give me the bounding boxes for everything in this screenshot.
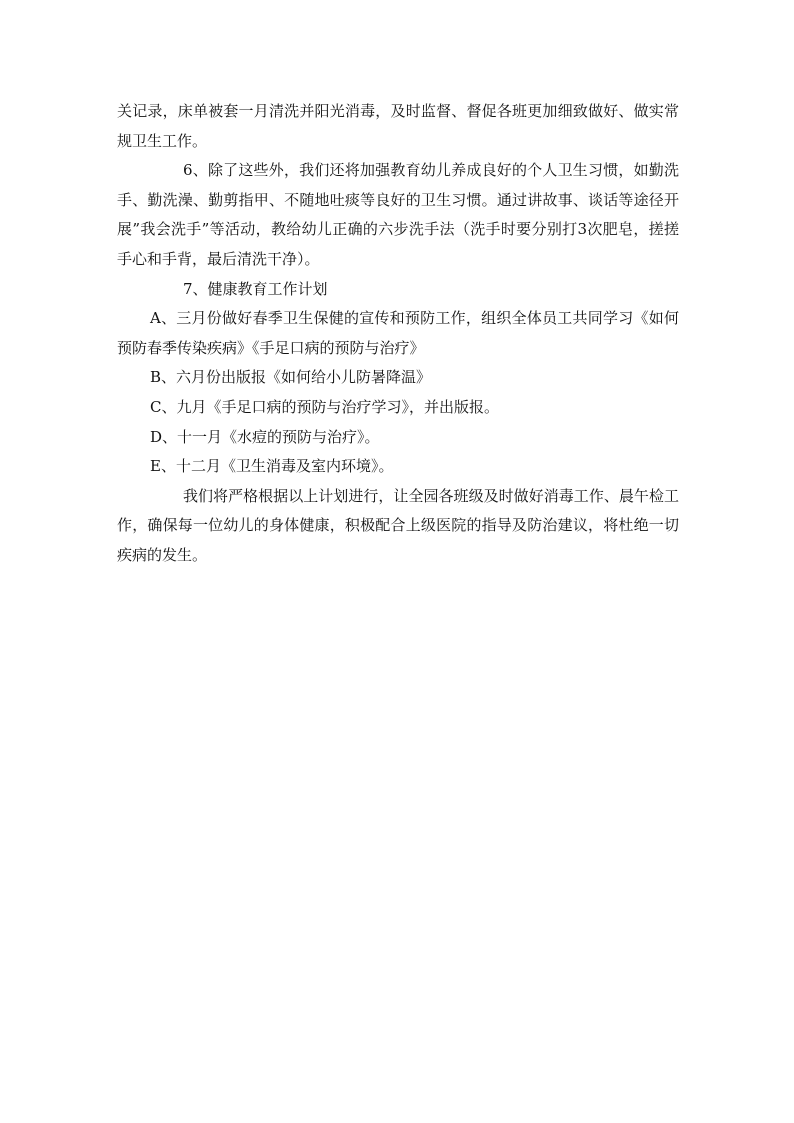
paragraph-conclusion: 我们将严格根据以上计划进行，让全园各班级及时做好消毒工作、晨午检工作，确保每一位幼儿的身体健康，积极配合上级医院的指导及防治建议，将杜绝一切疾病的发生。: [117, 486, 679, 564]
plan-item-c: C、九月《手足口病的预防与治疗学习》，并出版报。: [150, 397, 499, 416]
plan-item-e: E、十二月《卫生消毒及室内环境》。: [150, 457, 394, 476]
paragraph-item-7-heading: 7、健康教育工作计划: [183, 279, 328, 298]
paragraph-hygiene-records: 关记录，床单被套一月清洗并阳光消毒，及时监督、督促各班更加细致做好、做实常规卫生工作。: [117, 102, 679, 150]
plan-item-a: A、三月份做好春季卫生保健的宣传和预防工作，组织全体员工共同学习《如何预防春季传染疾病》《手足口病的预防与治疗》: [117, 309, 679, 357]
plan-item-b: B、六月份出版报《如何给小儿防暑降温》: [150, 368, 432, 387]
paragraph-item-6: 6、除了这些外，我们还将加强教育幼儿养成良好的个人卫生习惯，如勤洗手、勤洗澡、勤剪指甲、不随地吐痰等良好的卫生习惯。通过讲故事、谈话等途径开展”我会洗手”等活动，教给幼儿正确的六步洗手法（洗手时要分别打3次肥皂，搓搓手心和手背，最后清洗干净）。: [117, 161, 679, 268]
document-body: [117, 97, 679, 571]
plan-item-d: D、十一月《水痘的预防与治疗》。: [150, 427, 380, 446]
